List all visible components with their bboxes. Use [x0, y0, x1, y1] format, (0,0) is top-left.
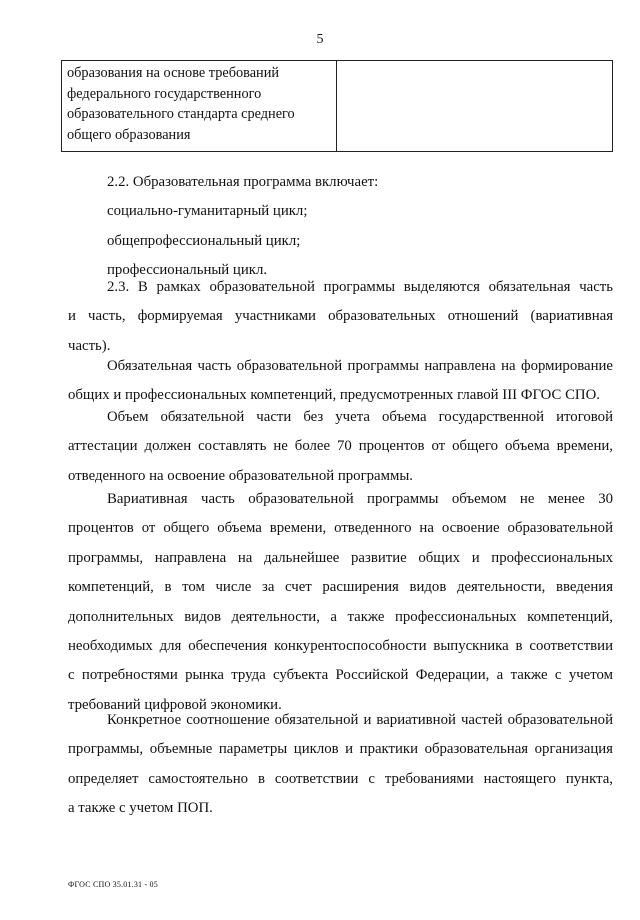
- paragraph: [68, 168, 613, 197]
- paragraph-line: требований цифровой экономики.: [68, 696, 282, 713]
- continuation-table: [61, 60, 613, 152]
- list-item: [68, 197, 613, 226]
- paragraph-line: отведенного на освоение образовательной программы.: [68, 467, 413, 484]
- paragraph: [68, 403, 613, 491]
- paragraph-line: а также с учетом ПОП.: [68, 800, 213, 817]
- table-cell-left: [62, 61, 337, 152]
- paragraph-line: общих и профессиональных компетенций, предусмотренных главой III ФГОС СПО.: [68, 387, 601, 404]
- paragraph-line: процентов от общего объема времени, отведенного на освоение образовательной: [68, 520, 613, 537]
- mandatory-part-paragraph: [68, 352, 613, 411]
- paragraph-line: Объем обязательной части без учета объема государственной итоговой: [107, 409, 613, 425]
- cycle-item: социально-гуманитарный цикл;: [107, 203, 308, 220]
- table-row: [62, 61, 613, 152]
- paragraph-line: 2.3. В рамках образовательной программы выделяются обязательная часть: [107, 279, 613, 295]
- table-cell-right: [337, 61, 613, 152]
- paragraph-line: программы, направлена на дальнейшее развитие общих и профессиональных: [68, 549, 613, 566]
- paragraph-line: определяет самостоятельно в соответствии с требованиями настоящего пункта,: [68, 770, 613, 787]
- table-cell-line: федерального государственного: [67, 85, 262, 102]
- table-cell-line: образовательного стандарта среднего: [67, 106, 295, 122]
- paragraph-line: часть).: [68, 337, 111, 354]
- paragraph: [68, 706, 613, 824]
- volume-paragraph: [68, 403, 613, 491]
- footer-document-code: ФГОС СПО 35.01.31 - 05: [68, 880, 158, 889]
- paragraph-line: и часть, формируемая участниками образовательных отношений (вариативная: [68, 308, 613, 325]
- cycle-item: профессиональный цикл.: [107, 262, 268, 279]
- section-2-2: [68, 168, 613, 286]
- cycle-item: общепрофессиональный цикл;: [107, 232, 301, 249]
- paragraph: [68, 273, 613, 361]
- page-number: 5: [316, 32, 324, 47]
- paragraph-line: Вариативная часть образовательной программы объемом не менее 30: [107, 491, 613, 507]
- paragraph-line: аттестации должен составлять не более 70 процентов от общего объема времени,: [68, 438, 613, 455]
- paragraph-line: программы, объемные параметры циклов и практики образовательная организация: [68, 741, 613, 758]
- paragraph-line: необходимых для обеспечения конкурентоспособности выпускника в соответствии: [68, 638, 613, 655]
- paragraph-line: с потребностями рынка труда субъекта Российской Федерации, а также с учетом: [68, 667, 613, 684]
- paragraph-line: Конкретное соотношение обязательной и вариативной частей образовательной: [107, 712, 613, 728]
- paragraph-line: Обязательная часть образовательной программы направлена на формирование: [107, 358, 613, 374]
- paragraph-line: дополнительных видов деятельности, а также профессиональных компетенций,: [68, 608, 613, 625]
- table-cell-line: общего образования: [67, 126, 191, 143]
- section-2-3: [68, 273, 613, 361]
- list-item: [68, 227, 613, 256]
- paragraph: [68, 485, 613, 720]
- paragraph: [68, 352, 613, 411]
- table-cell-line: образования на основе требований: [67, 65, 279, 81]
- paragraph-line: компетенций, в том числе за счет расширения видов деятельности, введения: [68, 579, 613, 596]
- variative-part-paragraph: [68, 485, 613, 720]
- section-2-2-intro: 2.2. Образовательная программа включает:: [107, 174, 379, 190]
- ratio-paragraph: [68, 706, 613, 824]
